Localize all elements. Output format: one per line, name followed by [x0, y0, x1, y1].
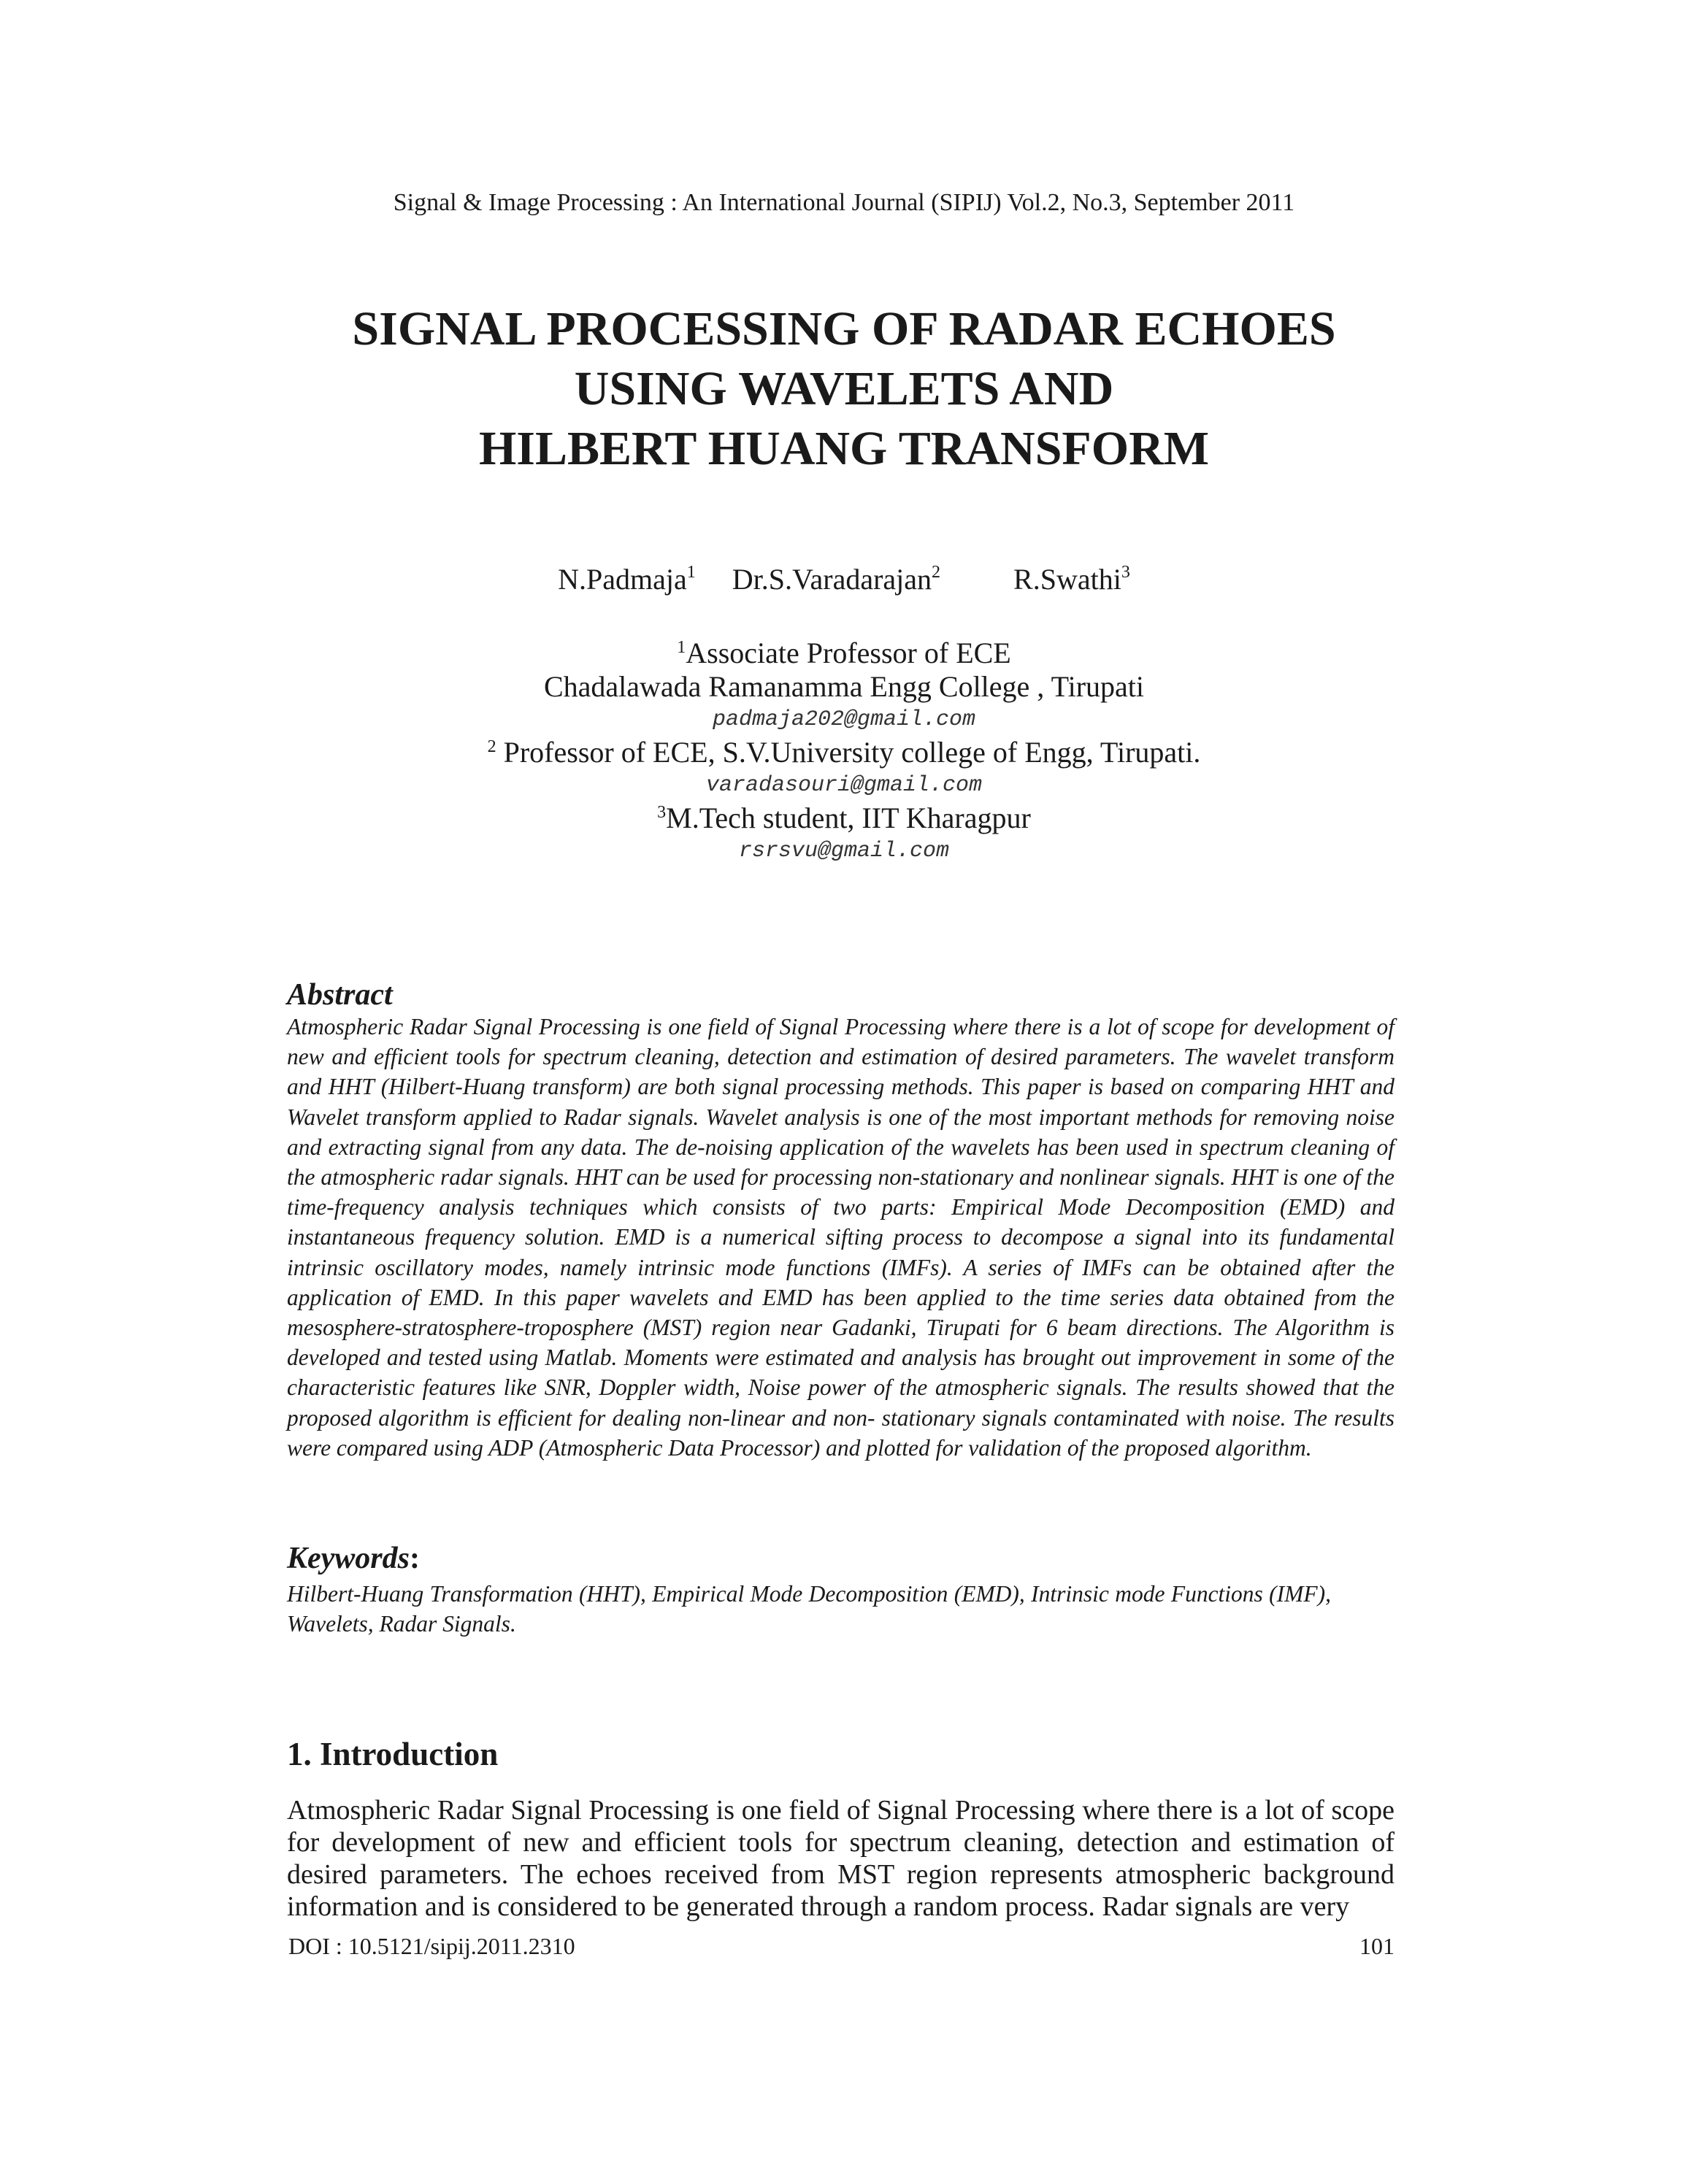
- title-line-3: HILBERT HUANG TRANSFORM: [478, 422, 1210, 475]
- author-list: [0, 562, 1688, 597]
- author-affiliation-mark: 3: [1121, 563, 1130, 582]
- affiliation-mark: 2: [487, 737, 496, 756]
- affiliation-3-role: [0, 801, 1688, 835]
- author-name: Dr.S.Varadarajan: [732, 563, 932, 596]
- affiliation-mark: 3: [657, 803, 667, 822]
- page-number: 101: [1359, 1933, 1394, 1959]
- paper-title: [0, 299, 1688, 479]
- keywords-text: Hilbert-Huang Transformation (HHT), Empirical Mode Decomposition (EMD), Intrinsic mode Functions (IMF), Wavelets, Radar Signals.: [287, 1581, 1331, 1637]
- affiliation-3-email: rsrsvu@gmail.com: [738, 839, 950, 864]
- introduction-heading: 1. Introduction: [287, 1736, 499, 1772]
- author-affiliation-mark: 2: [932, 563, 941, 582]
- author-name: R.Swathi: [1013, 563, 1121, 596]
- introduction-text: Atmospheric Radar Signal Processing is one field of Signal Processing where there is a lot of scope for development of new and efficient tools for spectrum cleaning, detection and estimation of desired parameters. The echoes received from MST region represents atmospheric background information and is considered to be generated through a random process. Radar signals are very: [287, 1795, 1394, 1922]
- affiliation-role-text: M.Tech student, IIT Kharagpur: [666, 801, 1031, 834]
- author-3: [1013, 562, 1130, 597]
- affiliation-mark: 1: [677, 638, 686, 657]
- keywords-heading-text: Keywords: [287, 1542, 410, 1575]
- author-affiliation-mark: 1: [686, 563, 696, 582]
- author-1: [558, 562, 696, 597]
- affiliation-1-role: [0, 637, 1688, 670]
- affiliation-1-email: padmaja202@gmail.com: [712, 707, 976, 732]
- keywords-heading-colon: :: [410, 1542, 420, 1575]
- affiliations-block: [0, 637, 1688, 867]
- abstract-text: Atmospheric Radar Signal Processing is one field of Signal Processing where there is a lot of scope for development of new and efficient tools for spectrum cleaning, detection and estimation of desired parameters. The wavelet transform and HHT (Hilbert-Huang transform) are both signal processing methods. This paper is based on comparing HHT and Wavelet transform applied to Radar signals. Wavelet analysis is one of the most important methods for removing noise and extracting signal from any data. The de-noising application of the wavelets has been used in spectrum cleaning of the atmospheric radar signals. HHT can be used for processing non-stationary and nonlinear signals. HHT is one of the time-frequency analysis techniques which consists of two parts: Empirical Mode Decomposition (EMD) and instantaneous frequency solution. EMD is a numerical sifting process to decompose a signal into its fundamental intrinsic oscillatory modes, namely intrinsic mode functions (IMFs). A series of IMFs can be obtained after the application of EMD. In this paper wavelets and EMD has been applied to the time series data obtained from the mesosphere-stratosphere-troposphere (MST) region near Gadanki, Tirupati for 6 beam directions. The Algorithm is developed and tested using Matlab. Moments were estimated and analysis has brought out improvement in some of the characteristic features like SNR, Doppler width, Noise power of the atmospheric signals. The results showed that the proposed algorithm is efficient for dealing non-linear and non- stationary signals contaminated with noise. The results were compared using ADP (Atmospheric Data Processor) and plotted for validation of the proposed algorithm.: [287, 1014, 1394, 1461]
- affiliation-role-text: Professor of ECE, S.V.University college of Engg, Tirupati.: [503, 736, 1201, 769]
- author-2: [732, 562, 940, 597]
- doi-footer: DOI : 10.5121/sipij.2011.2310: [288, 1933, 575, 1959]
- affiliation-role-text: Associate Professor of ECE: [686, 637, 1011, 669]
- abstract-heading: Abstract: [287, 978, 393, 1012]
- affiliation-2-role: [0, 736, 1688, 769]
- author-name: N.Padmaja: [558, 563, 687, 596]
- title-line-2: USING WAVELETS AND: [574, 362, 1114, 415]
- keywords-heading: [287, 1540, 420, 1577]
- title-line-1: SIGNAL PROCESSING OF RADAR ECHOES: [352, 302, 1336, 355]
- journal-running-header: Signal & Image Processing : An International Journal (SIPIJ) Vol.2, No.3, September 2011: [393, 189, 1295, 216]
- affiliation-1-institution: Chadalawada Ramanamma Engg College , Tirupati: [543, 670, 1145, 703]
- affiliation-2-email: varadasouri@gmail.com: [705, 773, 983, 798]
